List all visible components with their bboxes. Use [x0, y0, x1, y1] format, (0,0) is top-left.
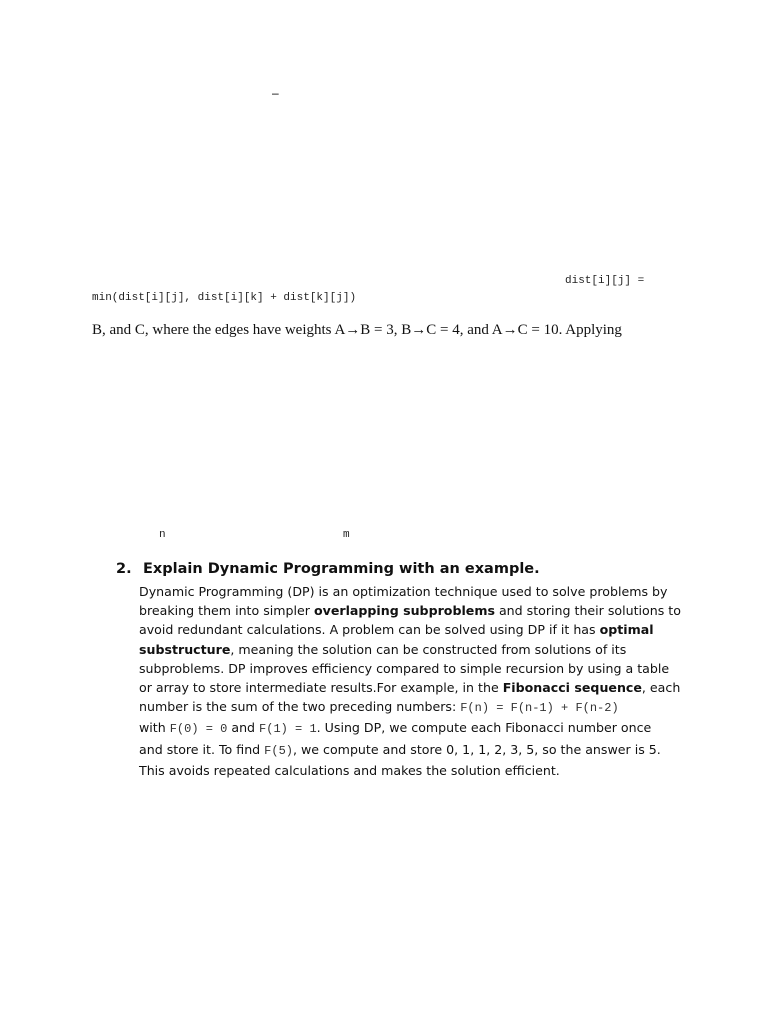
- formula-line-2: min(dist[i][j], dist[i][k] + dist[k][j]): [92, 292, 357, 304]
- paragraph-line: [139, 740, 679, 761]
- paragraph-line: [139, 761, 679, 780]
- section-paragraph: [139, 582, 679, 780]
- text-run: , each: [641, 680, 681, 696]
- text-run: and: [227, 720, 260, 736]
- paragraph-line: [139, 718, 679, 739]
- text-run: , we compute and store 0, 1, 1, 2, 3, 5, so the answer is 5.: [292, 741, 661, 757]
- variable-m: m: [343, 529, 350, 541]
- code-base-case-1: F(1) = 1: [259, 722, 317, 737]
- text-run: This avoids repeated calculations and makes the solution efficient.: [139, 762, 560, 778]
- text-run: or array to store intermediate results.For example, in the: [139, 680, 503, 696]
- text-run: and storing their solutions to: [494, 603, 681, 619]
- text-run: subproblems. DP improves efficiency compared to simple recursion by using a table: [139, 660, 670, 676]
- text-run: with: [139, 720, 170, 736]
- text-run: number is the sum of the two preceding numbers:: [139, 699, 461, 715]
- paragraph-line: [139, 601, 679, 620]
- term-fibonacci-sequence: Fibonacci sequence: [502, 680, 642, 696]
- text-run: Dynamic Programming (DP) is an optimization technique used to solve problems by: [139, 584, 668, 599]
- section-number: 2.: [116, 561, 132, 577]
- variable-n: n: [159, 529, 166, 541]
- code-recurrence: F(n) = F(n-1) + F(n-2): [460, 701, 619, 716]
- text-run: , meaning the solution can be constructed from solutions of its: [230, 641, 627, 657]
- text-run: breaking them into simpler: [139, 603, 314, 619]
- stray-dash: –: [272, 86, 279, 100]
- graph-description-line: B, and C, where the edges have weights A→B = 3, B→C = 4, and A→C = 10. Applying: [92, 322, 622, 338]
- paragraph-line: [139, 697, 679, 718]
- term-optimal: optimal: [599, 622, 654, 638]
- code-base-case-0: F(0) = 0: [169, 722, 228, 737]
- formula-line-1: dist[i][j] =: [565, 275, 645, 287]
- term-overlapping-subproblems: overlapping subproblems: [313, 603, 495, 619]
- paragraph-line: [139, 678, 679, 697]
- term-substructure: substructure: [139, 641, 231, 657]
- text-run: . Using DP, we compute each Fibonacci number once: [316, 720, 652, 736]
- paragraph-line: [139, 620, 679, 639]
- text-run: avoid redundant calculations. A problem can be solved using DP if it has: [139, 622, 600, 638]
- paragraph-line: [139, 659, 679, 678]
- paragraph-line: [139, 640, 679, 659]
- paragraph-line: [139, 582, 679, 601]
- section-title: Explain Dynamic Programming with an example.: [143, 561, 540, 577]
- text-run: and store it. To find: [139, 741, 265, 757]
- code-f5: F(5): [264, 743, 293, 758]
- section-heading: [116, 561, 540, 577]
